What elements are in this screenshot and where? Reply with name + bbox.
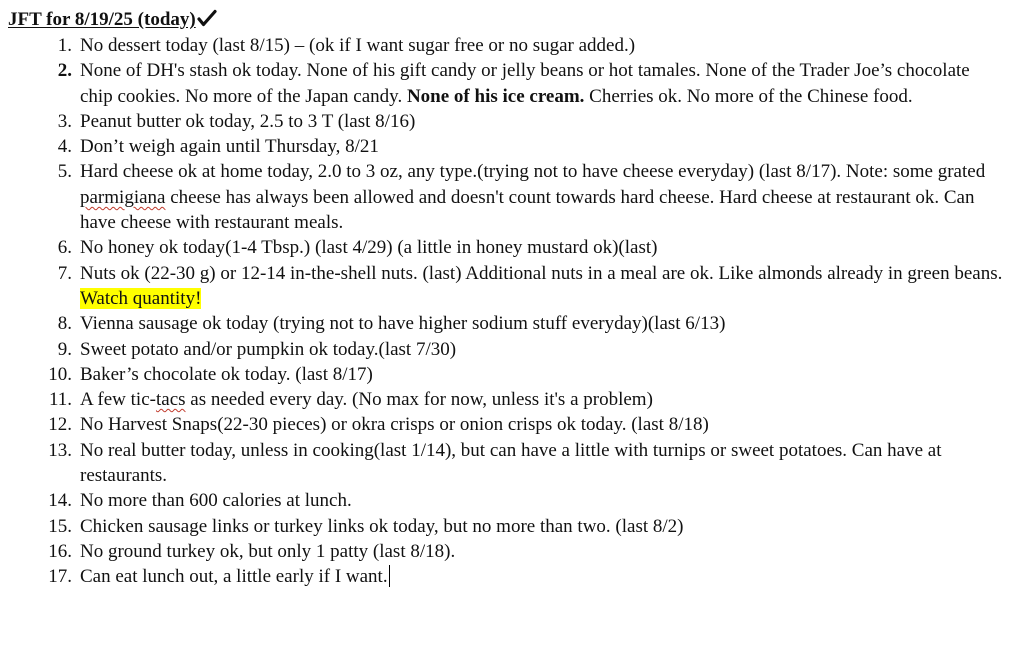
item-number: 13. <box>48 439 72 461</box>
item-number: 1. <box>57 35 72 56</box>
list-item-8 <box>8 311 1003 336</box>
item-number: 9. <box>57 338 72 360</box>
list-item-16 <box>8 539 1003 564</box>
numbered-list <box>8 33 1003 590</box>
list-item-3 <box>8 109 1003 134</box>
item-text: Peanut butter ok today, 2.5 to 3 T (last 8/16) <box>80 110 416 132</box>
item-text: Vienna sausage ok today (trying not to have higher sodium stuff everyday)(last 6/13) <box>80 313 726 335</box>
spellcheck-word[interactable]: tacs <box>155 389 186 411</box>
item-number: 17. <box>48 566 72 588</box>
list-item-10 <box>8 362 1003 387</box>
item-number: 4. <box>57 136 72 158</box>
item-number: 6. <box>57 237 72 259</box>
list-item-12 <box>8 412 1003 437</box>
list-item-1 <box>8 33 1003 58</box>
title-text: JFT for 8/19/25 (today) <box>8 9 196 30</box>
item-text: No real butter today, unless in cooking(last 1/14), but can have a little with turnips or sweet potatoes. Can have at restaurants. <box>80 439 942 487</box>
item-number: 15. <box>48 515 72 537</box>
page-title <box>8 8 1003 33</box>
item-text: No Harvest Snaps(22-30 pieces) or okra crisps or onion crisps ok today. (last 8/18) <box>80 414 709 436</box>
list-item-2 <box>8 58 1003 109</box>
item-text: Cherries ok. No more of the Chinese food. <box>584 85 913 107</box>
list-item-9 <box>8 337 1003 362</box>
list-item-17 <box>8 564 1003 589</box>
item-text: A few tic- <box>80 389 156 411</box>
item-text: Chicken sausage links or turkey links ok today, but no more than two. (last 8/2) <box>80 515 684 537</box>
item-text: Sweet potato and/or pumpkin ok today.(last 7/30) <box>80 338 457 360</box>
item-text: Hard cheese ok at home today, 2.0 to 3 oz, any type.(trying not to have cheese everyday) (last 8/17). Note: some grated <box>80 161 986 183</box>
list-item-14 <box>8 488 1003 513</box>
item-number: 12. <box>48 414 72 436</box>
item-number: 5. <box>57 161 72 183</box>
item-text: Nuts ok (22-30 g) or 12-14 in-the-shell nuts. (last) Additional nuts in a meal are ok. Like almonds already in green beans. <box>80 262 1003 284</box>
list-item-6 <box>8 235 1003 260</box>
spellcheck-word[interactable]: parmigiana <box>80 186 166 208</box>
item-number: 2. <box>57 60 72 82</box>
item-text: Baker’s chocolate ok today. (last 8/17) <box>80 363 373 385</box>
highlighted-text: Watch quantity! <box>80 287 202 309</box>
list-item-11 <box>8 387 1003 412</box>
item-text: No honey ok today(1-4 Tbsp.) (last 4/29) (a little in honey mustard ok)(last) <box>80 237 658 259</box>
item-text: cheese has always been allowed and doesn't count towards hard cheese. Hard cheese at restaurant ok. Can have cheese with restaurant meals. <box>80 186 975 234</box>
item-number: 8. <box>57 313 72 335</box>
item-number: 16. <box>48 540 72 562</box>
list-item-15 <box>8 514 1003 539</box>
list-item-5 <box>8 159 1003 235</box>
document-page <box>8 8 1003 590</box>
item-number: 14. <box>48 490 72 512</box>
list-item-7 <box>8 261 1003 312</box>
item-text: No dessert today (last 8/15) – (ok if I want sugar free or no sugar added.) <box>80 35 636 56</box>
list-item-4 <box>8 134 1003 159</box>
item-number: 3. <box>57 110 72 132</box>
checkmark-icon <box>197 9 217 34</box>
item-number: 10. <box>48 363 72 385</box>
item-text: as needed every day. (No max for now, unless it's a problem) <box>185 389 653 411</box>
item-text-bold: None of his ice cream. <box>406 85 585 107</box>
text-cursor <box>389 565 390 587</box>
item-number: 11. <box>48 389 72 411</box>
item-text: None of DH's stash ok today. None of his gift candy or jelly beans or hot tamales. None of the Trader Joe’s chocolate chip cookies. No more of the Japan candy. <box>80 60 970 107</box>
list-item-13 <box>8 438 1003 489</box>
item-text[interactable]: Can eat lunch out, a little early if I want. <box>80 566 388 588</box>
item-text: No more than 600 calories at lunch. <box>80 490 352 512</box>
item-number: 7. <box>57 262 72 284</box>
item-text: No ground turkey ok, but only 1 patty (last 8/18). <box>80 540 456 562</box>
item-text: Don’t weigh again until Thursday, 8/21 <box>80 136 379 158</box>
